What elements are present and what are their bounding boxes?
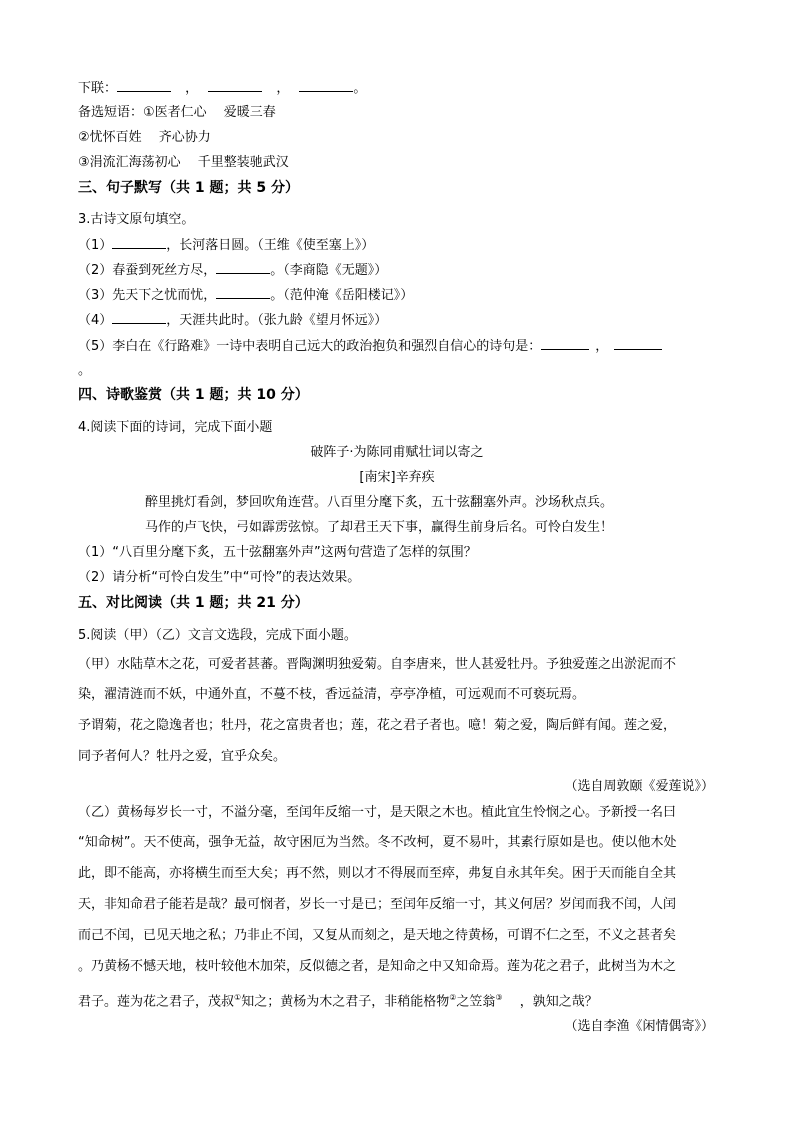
fill-line-2 — [78, 261, 387, 280]
answer-blank[interactable] — [208, 79, 262, 92]
passage-yi-line: “知命树”。天不使高，强争无益，故守困厄为当然。冬不改柯，夏不易叶，其素行原如是也。使以他木处 — [78, 835, 677, 850]
comma: ， — [185, 81, 199, 96]
section-4-heading: 四、诗歌鉴赏（共 1 题；共 10 分） — [78, 387, 309, 403]
passage-jia-source: （选自周敦颐《爱莲说》） — [564, 779, 714, 794]
fill-prefix: （1） — [78, 238, 113, 253]
fill-line-4 — [78, 311, 387, 330]
fill-suffix: 。（范仲淹《岳阳楼记》） — [270, 288, 414, 303]
options-line — [78, 104, 276, 122]
footnote-marker: ① — [234, 993, 242, 1002]
answer-blank[interactable] — [112, 236, 166, 249]
comma: ， — [595, 339, 609, 354]
answer-blank[interactable] — [216, 261, 270, 274]
passage-yi-line: 。乃黄杨不憾天地，枝叶较他木加荣，反似德之者，是知命之中又知命焉。莲为花之君子，此树当为木之 — [78, 959, 677, 974]
poem-title: 破阵子·为陈同甫赋壮词以寄之 — [310, 445, 484, 460]
passage-text: 知之；黄杨为木之君子，非稍能格物 — [241, 994, 450, 1010]
passage-text: 君子。莲为花之君子，茂叔 — [78, 994, 235, 1010]
options-label: 备选短语： — [78, 105, 144, 120]
question-4: 4.阅读下面的诗词，完成下面小题 — [78, 420, 273, 435]
fill-suffix: ，长河落日圆。（王维《使至塞上》） — [166, 238, 375, 253]
passage-yi-line: 而己不闰，已见天地之私；乃非止不闰，又复从而刻之，是天地之待黄杨，可谓不仁之至，不义之甚者矣 — [78, 928, 677, 943]
fill-line-3 — [78, 286, 413, 305]
period: 。 — [353, 81, 367, 96]
passage-jia-line: 予谓菊，花之隐逸者也；牡丹，花之富贵者也；莲，花之君子者也。噫！菊之爱，陶后鲜有闻。莲之爱， — [78, 718, 677, 733]
xialian-label: 下联： — [78, 81, 118, 96]
sub-question-1: （1）“八百里分麾下炙，五十弦翻塞外声”这两句营造了怎样的氛围？ — [78, 545, 477, 560]
poem-line-2: 马作的卢飞快，弓如霹雳弦惊。了却君王天下事，赢得生前身后名。可怜白发生！ — [145, 520, 614, 535]
fill-prefix: （5）李白在《行路难》一诗中表明自己远大的政治抱负和强烈自信心的诗句是： — [78, 339, 542, 354]
answer-blank[interactable] — [614, 337, 662, 350]
option-2: ②忧怀百姓 齐心协力 — [78, 130, 211, 145]
passage-text: ，孰知之哉？ — [502, 994, 598, 1010]
fill-line-1 — [78, 236, 374, 255]
answer-blank[interactable] — [112, 311, 166, 324]
xialian-line — [78, 79, 366, 98]
question-3: 3.古诗文原句填空。 — [78, 212, 195, 227]
passage-yi-line: （乙）黄杨每岁长一寸，不溢分毫，至闰年反缩一寸，是天限之木也。植此宜生怜悯之心。予新授一名曰 — [78, 805, 677, 820]
passage-jia-line: （甲）水陆草木之花，可爱者甚蕃。晋陶渊明独爱菊。自李唐来，世人甚爱牡丹。予独爱莲之出淤泥而不 — [78, 657, 677, 672]
answer-blank[interactable] — [541, 337, 589, 350]
fill-prefix: （4） — [78, 313, 113, 328]
sub-question-2: （2）请分析“可怜白发生”中“可怜”的表达效果。 — [78, 570, 361, 585]
passage-yi-source: （选自李渔《闲情偶寄》） — [564, 1019, 714, 1034]
question-5: 5.阅读（甲）（乙）文言文选段，完成下面小题。 — [78, 628, 357, 643]
poem-author: [南宋]辛弃疾 — [359, 470, 435, 485]
fill-suffix: 。（李商隐《无题》） — [270, 263, 388, 278]
passage-jia-line: 同予者何人？牡丹之爱，宜乎众矣。 — [78, 749, 287, 764]
answer-blank[interactable] — [117, 79, 171, 92]
fill-prefix: （3）先天下之忧而忧， — [78, 288, 217, 303]
footnote-marker: ③ — [495, 993, 503, 1002]
answer-blank[interactable] — [299, 79, 353, 92]
section-5-heading: 五、对比阅读（共 1 题；共 21 分） — [78, 595, 309, 611]
option-1: ①医者仁心 爱暖三春 — [143, 105, 276, 120]
comma: ， — [276, 81, 290, 96]
fill-line-5 — [78, 337, 662, 356]
passage-yi-line — [78, 989, 598, 1011]
passage-text: 之笠翁 — [456, 994, 496, 1010]
passage-jia-line: 染，濯清涟而不妖，中通外直，不蔓不枝，香远益清，亭亭净植，可远观而不可亵玩焉。 — [78, 687, 586, 702]
option-3: ③涓流汇海荡初心 千里整装驰武汉 — [78, 155, 289, 170]
passage-yi-line: 此，即不能高，亦将横生而至大矣；再不然，则以才不得展而至瘁，弗复自永其年矣。困于天而能自全其 — [78, 866, 677, 881]
fill-line-5-end: 。 — [78, 363, 92, 378]
poem-line-1: 醉里挑灯看剑，梦回吹角连营。八百里分麾下炙，五十弦翻塞外声。沙场秋点兵。 — [145, 495, 614, 510]
section-3-heading: 三、句子默写（共 1 题；共 5 分） — [78, 180, 299, 196]
footnote-marker: ② — [449, 993, 457, 1002]
passage-yi-line: 天，非知命君子能若是哉？最可悯者，岁长一寸是已；至闰年反缩一寸，其义何居？岁闰而我不闰，人闰 — [78, 897, 677, 912]
answer-blank[interactable] — [216, 286, 270, 299]
fill-prefix: （2）春蚕到死丝方尽， — [78, 263, 217, 278]
fill-suffix: ，天涯共此时。（张九龄《望月怀远》） — [166, 313, 388, 328]
